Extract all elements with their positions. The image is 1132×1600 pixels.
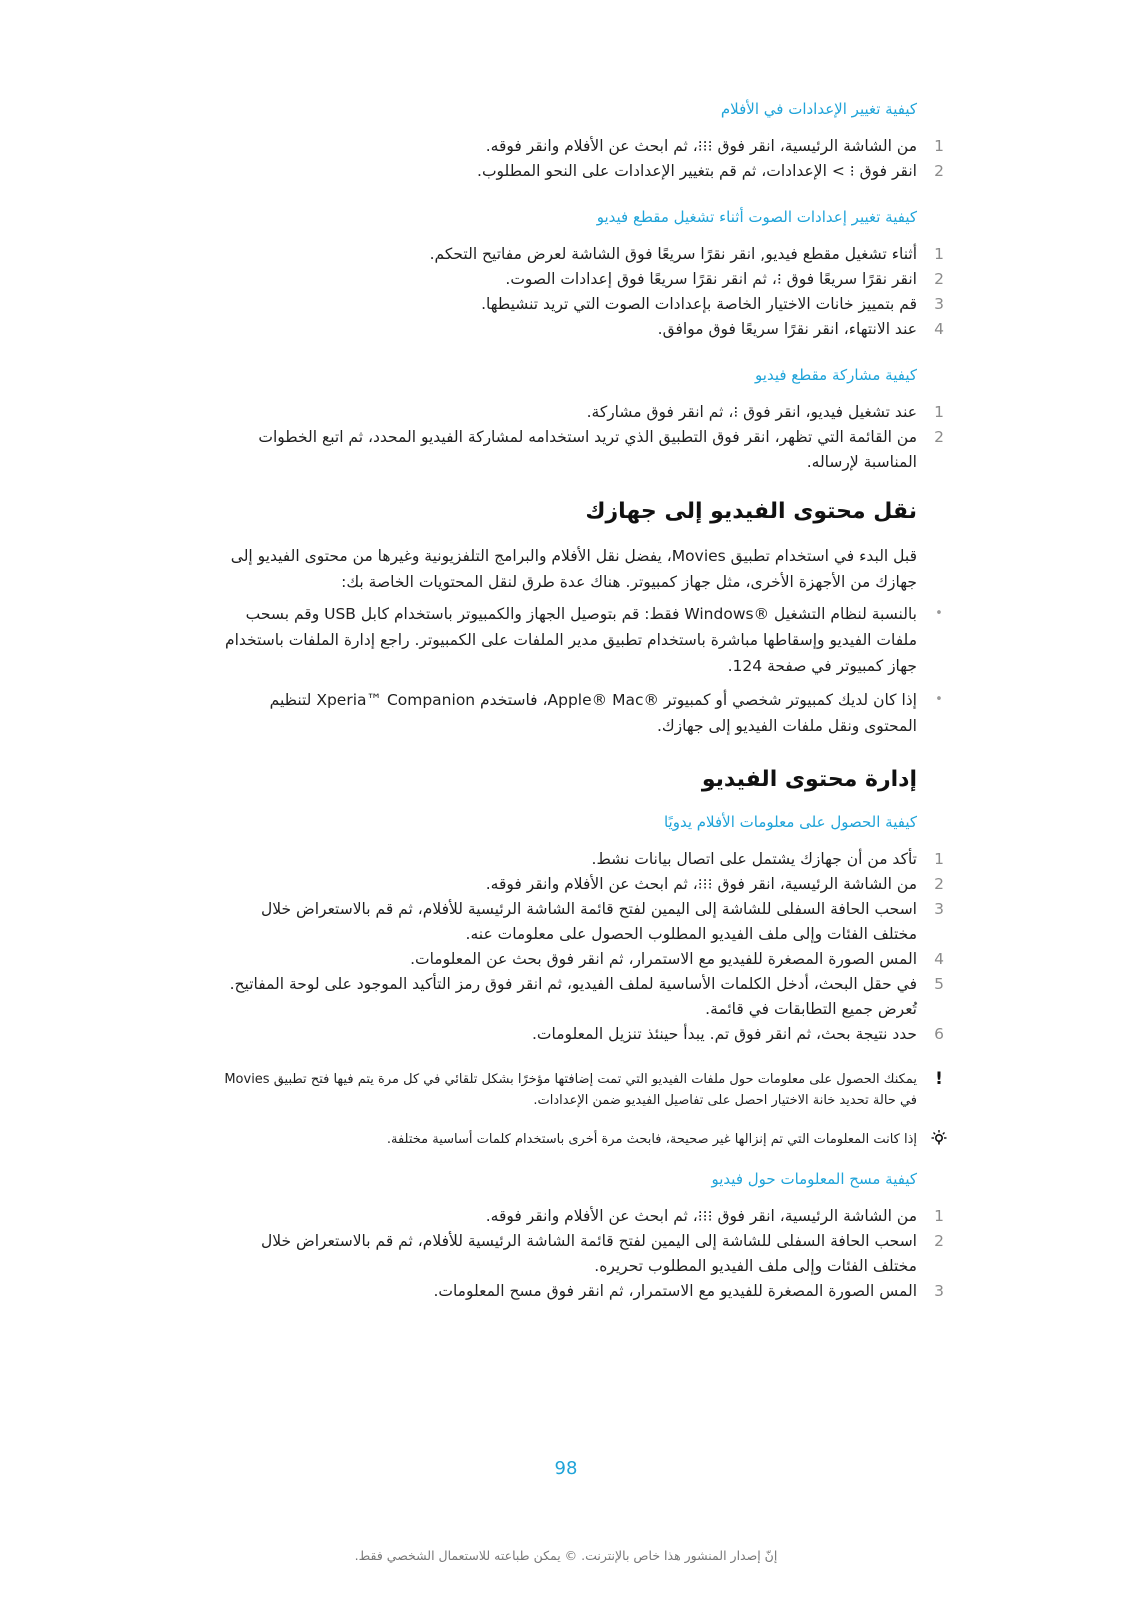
step-number: 2 <box>934 428 944 446</box>
bullet-text: إذا كان لديك كمبيوتر شخصي أو كمبيوتر ®Apple® Mac، فاستخدم Xperia™ Companion لتنظيم المحتوى ونقل ملفات الفيديو إلى جهازك. <box>269 691 917 735</box>
exclamation-icon: ! <box>935 1069 943 1089</box>
steps-get-movie-info <box>217 847 944 1047</box>
bullet-icon: • <box>935 692 943 707</box>
list-item <box>217 400 944 425</box>
step-number: 3 <box>934 295 944 313</box>
step-text: قم بتمييز خانات الاختيار الخاصة بإعدادات الصوت التي تريد تنشيطها. <box>481 295 917 313</box>
steps-change-settings <box>217 134 944 184</box>
list-item <box>217 267 944 292</box>
step-text: عند تشغيل فيديو، انقر فوق ⁝، ثم انقر فوق مشاركة. <box>586 403 917 421</box>
step-number: 3 <box>934 1282 944 1300</box>
list-item <box>217 292 944 317</box>
subheading-change-settings: كيفية تغيير الإعدادات في الأفلام <box>720 100 917 118</box>
step-text: حدد نتيجة بحث، ثم انقر فوق تم. يبدأ حينئذ تنزيل المعلومات. <box>532 1025 917 1043</box>
step-number: 5 <box>934 975 944 993</box>
footer-notice: إنّ إصدار المنشور هذا خاص بالإنترنت. © يمكن طباعته للاستعمال الشخصي فقط. <box>354 1548 778 1563</box>
subheading-clear-info: كيفية مسح المعلومات حول فيديو <box>711 1170 917 1188</box>
bullet-icon: • <box>935 606 943 621</box>
step-text: اسحب الحافة السفلى للشاشة إلى اليمين لفتح قائمة الشاشة الرئيسية للأفلام، ثم قم بالاستعراض خلال مختلف الفئات وإلى ملف الفيديو المطلوب الحصول على معلومات عنه. <box>260 900 917 943</box>
steps-clear-info <box>217 1204 944 1304</box>
list-item <box>217 687 943 739</box>
list-item <box>217 242 944 267</box>
list-item <box>217 159 944 184</box>
list-item <box>217 947 944 972</box>
transfer-bullets <box>217 601 943 739</box>
step-text: من الشاشة الرئيسية، انقر فوق ⁝⁝⁝، ثم ابحث عن الأفلام وانقر فوقه. <box>485 1207 917 1225</box>
step-text: في حقل البحث، أدخل الكلمات الأساسية لملف الفيديو، ثم انقر فوق رمز التأكيد الموجود على لوحة المفاتيح. تُعرض جميع التطابقات في قائمة. <box>229 975 917 1018</box>
bullet-text: بالنسبة لنظام التشغيل ®Windows فقط: قم بتوصيل الجهاز والكمبيوتر باستخدام كابل USB وقم بسحب ملفات الفيديو وإسقاطها مباشرة باستخدام تطبيق مدير الملفات على الكمبيوتر. راجع إدارة الملفات باستخدام جهاز كمبيوتر في صفحة 124. <box>225 605 917 675</box>
step-text: عند الانتهاء، انقر نقرًا سريعًا فوق موافق. <box>657 320 917 338</box>
list-item <box>217 425 944 475</box>
step-text: انقر نقرًا سريعًا فوق ⁝، ثم انقر نقرًا سريعًا فوق إعدادات الصوت. <box>505 270 917 288</box>
step-text: المس الصورة المصغرة للفيديو مع الاستمرار، ثم انقر فوق مسح المعلومات. <box>433 1282 917 1300</box>
subheading-get-movie-info: كيفية الحصول على معلومات الأفلام يدويًا <box>663 813 917 831</box>
step-number: 1 <box>934 245 944 263</box>
page-number: 98 <box>554 1458 578 1479</box>
heading-transfer-video: نقل محتوى الفيديو إلى جهازك <box>585 499 917 524</box>
list-item <box>217 972 944 1022</box>
list-item <box>217 134 944 159</box>
list-item <box>217 872 944 897</box>
step-text: من الشاشة الرئيسية، انقر فوق ⁝⁝⁝، ثم ابحث عن الأفلام وانقر فوقه. <box>485 875 917 893</box>
step-number: 1 <box>934 403 944 421</box>
step-number: 1 <box>934 1207 944 1225</box>
step-text: تأكد من أن جهازك يشتمل على اتصال بيانات نشط. <box>591 850 917 868</box>
step-number: 6 <box>934 1025 944 1043</box>
page-content <box>217 98 944 1326</box>
note-text: يمكنك الحصول على معلومات حول ملفات الفيديو التي تمت إضافتها مؤخرًا بشكل تلقائي في كل مرة يتم فيها فتح تطبيق Movies في حالة تحديد خانة الاختيار احصل على تفاصيل الفيديو ضمن الإعدادات. <box>224 1072 917 1108</box>
step-text: انقر فوق ⁝ > الإعدادات، ثم قم بتغيير الإعدادات على النحو المطلوب. <box>477 162 917 180</box>
list-item <box>217 1204 944 1229</box>
steps-share-video <box>217 400 944 475</box>
list-item <box>217 1022 944 1047</box>
step-number: 2 <box>934 1232 944 1250</box>
list-item <box>217 1279 944 1304</box>
step-text: أثناء تشغيل مقطع فيديو, انقر نقرًا سريعًا فوق الشاشة لعرض مفاتيح التحكم. <box>429 245 917 263</box>
subheading-audio-settings: كيفية تغيير إعدادات الصوت أثناء تشغيل مقطع فيديو <box>596 208 917 226</box>
heading-manage-video: إدارة محتوى الفيديو <box>701 767 917 792</box>
step-text: من الشاشة الرئيسية، انقر فوق ⁝⁝⁝، ثم ابحث عن الأفلام وانقر فوقه. <box>485 137 917 155</box>
step-number: 4 <box>934 950 944 968</box>
list-item <box>217 897 944 947</box>
tip-box <box>217 1129 917 1150</box>
transfer-intro: قبل البدء في استخدام تطبيق Movies، يفضل نقل الأفلام والبرامج التلفزيونية وغيرها من محتوى الفيديو إلى جهازك من الأجهزة الأخرى، مثل جهاز كمبيوتر. هناك عدة طرق لنقل المحتويات الخاصة بك: <box>230 547 917 591</box>
step-text: اسحب الحافة السفلى للشاشة إلى اليمين لفتح قائمة الشاشة الرئيسية للأفلام، ثم قم بالاستعراض خلال مختلف الفئات وإلى ملف الفيديو المطلوب تحريره. <box>260 1232 917 1275</box>
step-number: 3 <box>934 900 944 918</box>
list-item <box>217 847 944 872</box>
step-number: 4 <box>934 320 944 338</box>
step-number: 1 <box>934 137 944 155</box>
note-box <box>217 1069 943 1111</box>
step-text: المس الصورة المصغرة للفيديو مع الاستمرار، ثم انقر فوق بحث عن المعلومات. <box>410 950 917 968</box>
step-number: 2 <box>934 875 944 893</box>
step-number: 2 <box>934 162 944 180</box>
list-item <box>217 601 943 679</box>
step-text: من القائمة التي تظهر، انقر فوق التطبيق الذي تريد استخدامه لمشاركة الفيديو المحدد، ثم اتبع الخطوات المناسبة لإرساله. <box>258 428 917 471</box>
list-item <box>217 1229 944 1279</box>
steps-audio-settings <box>217 242 944 342</box>
step-number: 1 <box>934 850 944 868</box>
lightbulb-icon <box>929 1129 949 1149</box>
subheading-share-video: كيفية مشاركة مقطع فيديو <box>755 366 917 384</box>
tip-text: إذا كانت المعلومات التي تم إنزالها غير صحيحة، فابحث مرة أخرى باستخدام كلمات أساسية مختلفة. <box>386 1132 917 1147</box>
step-number: 2 <box>934 270 944 288</box>
list-item <box>217 317 944 342</box>
